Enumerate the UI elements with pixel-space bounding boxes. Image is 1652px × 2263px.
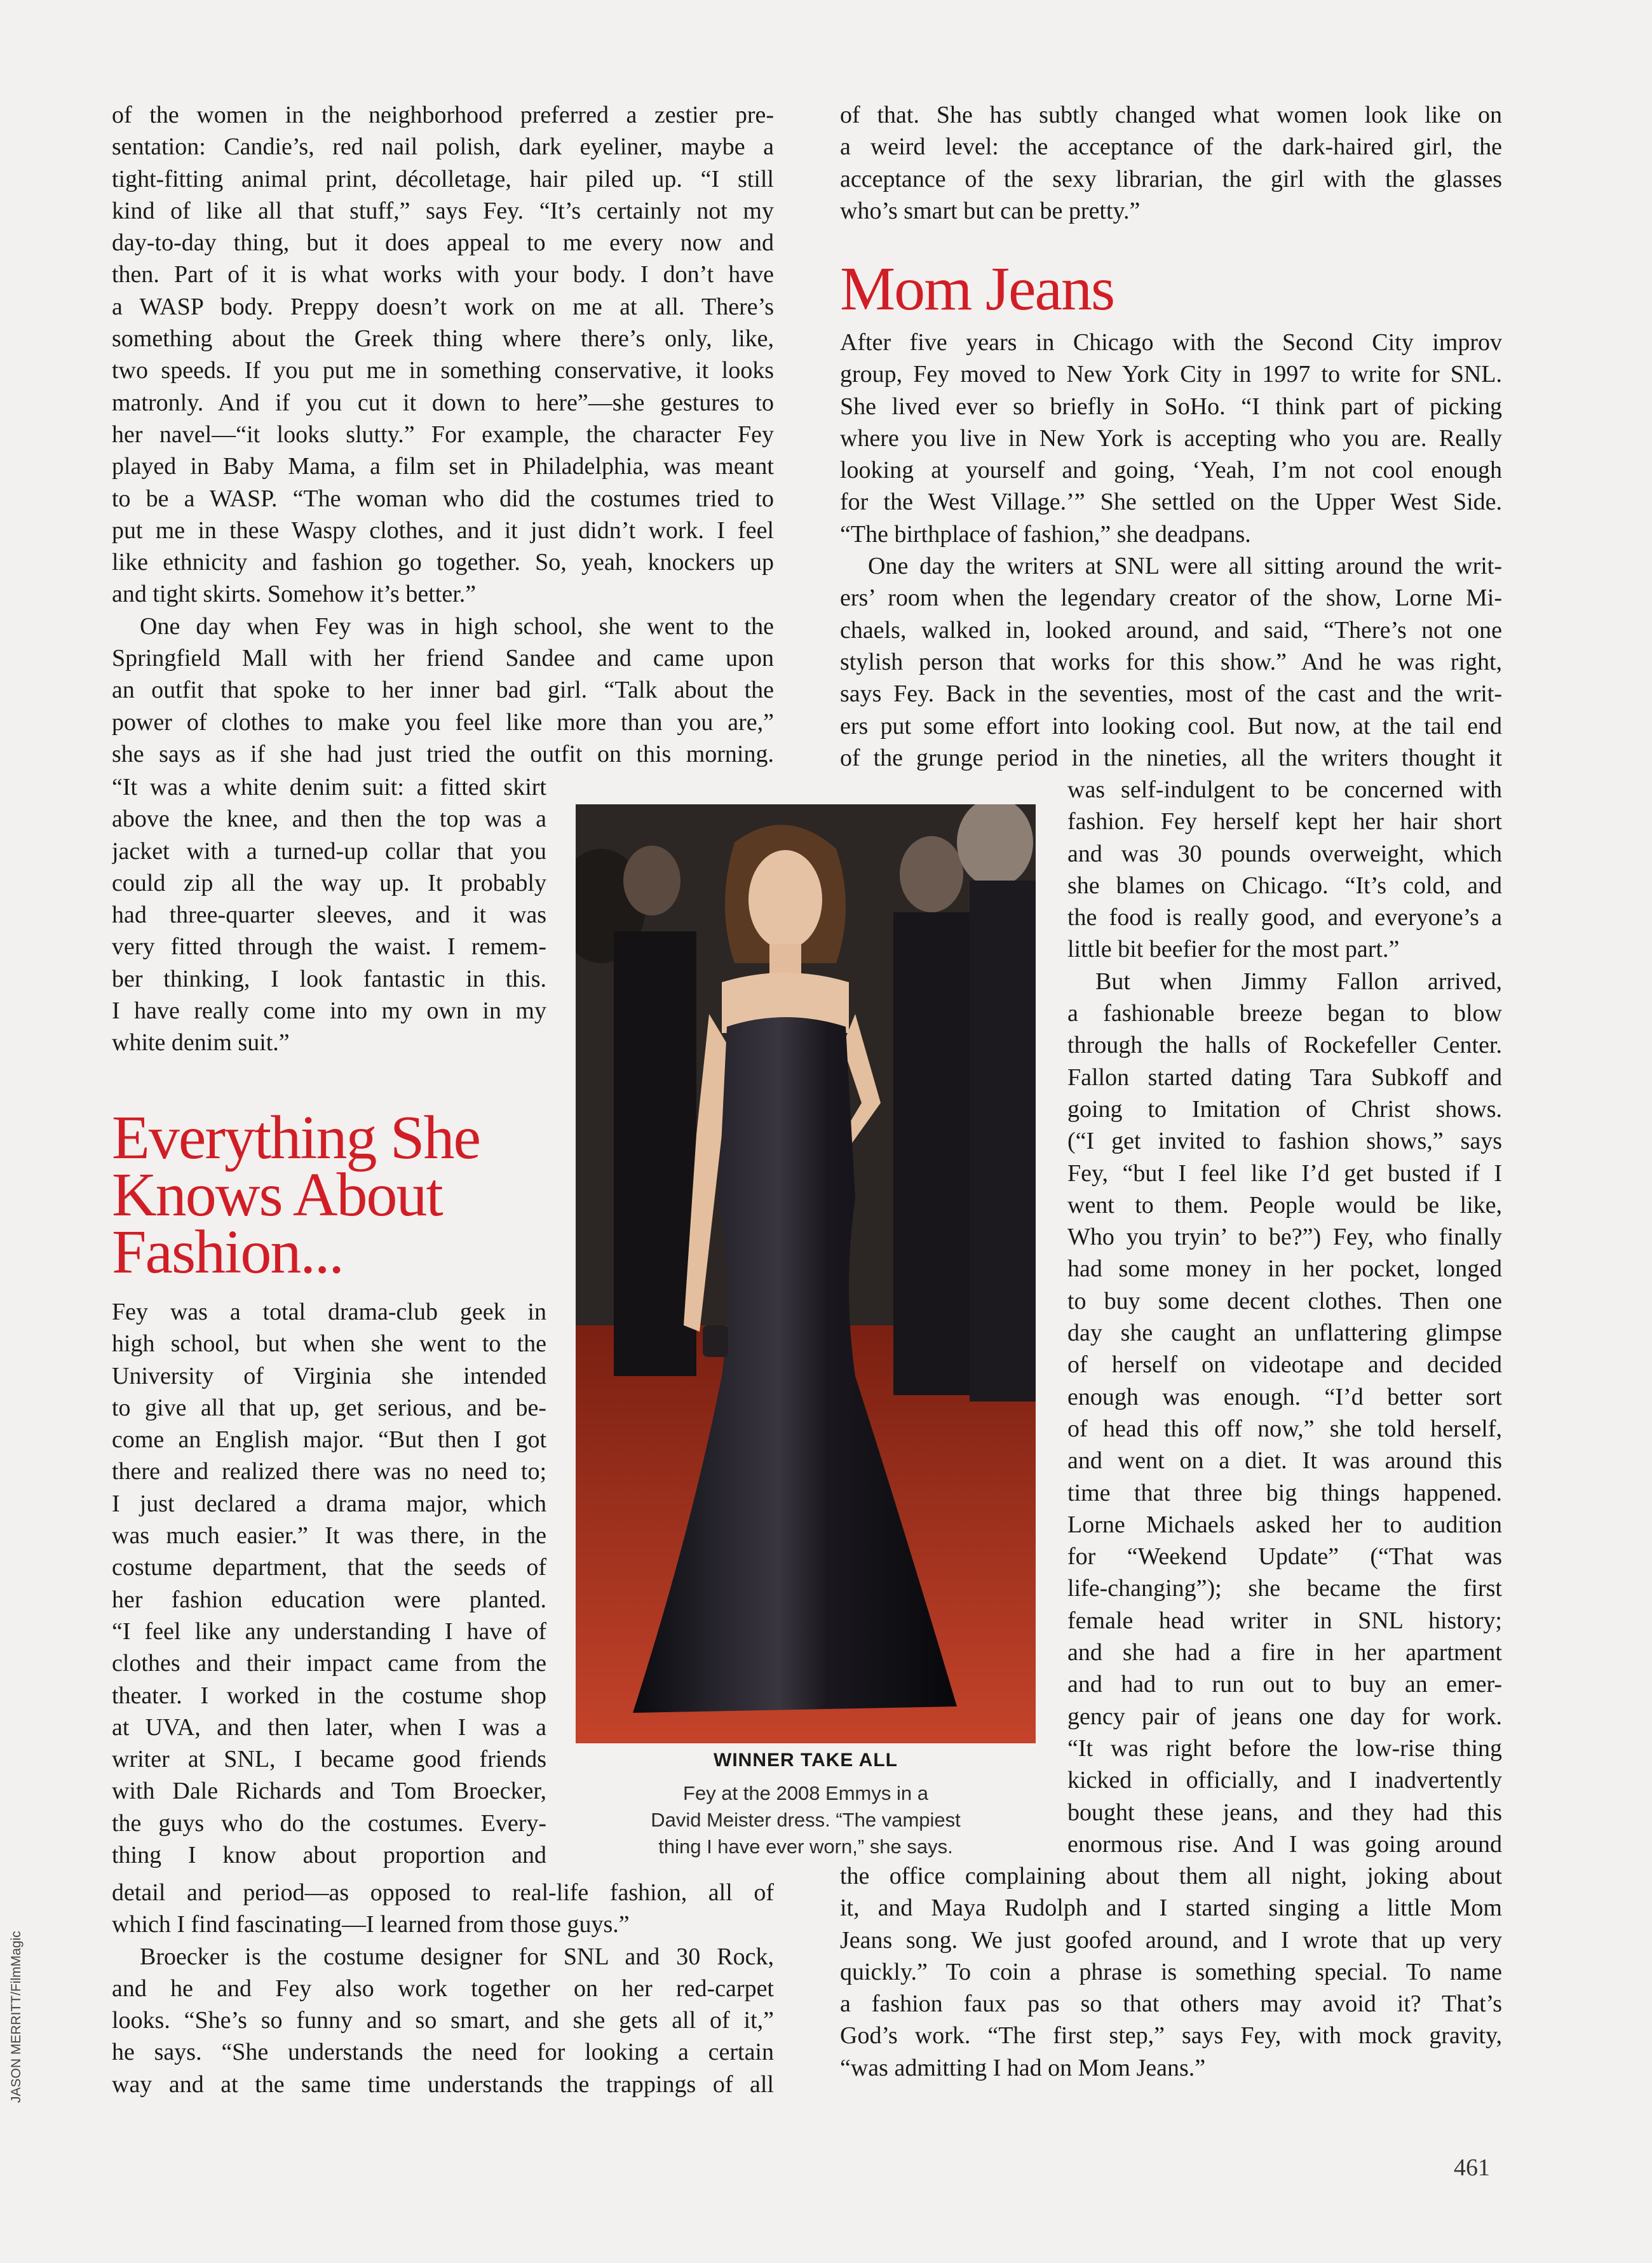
caption-line-3: thing I have ever worn,” she says. bbox=[658, 1835, 953, 1858]
text-line: One day when Fey was in high school, she went to the bbox=[140, 612, 774, 640]
text-line: a fashionable breeze began to blow bbox=[1067, 1000, 1502, 1027]
text-line: the food is really good, and everyone’s a bbox=[1067, 904, 1502, 931]
text-line: group, Fey moved to New York City in 1997 to write for SNL. bbox=[840, 361, 1502, 388]
text-line: of the women in the neighborhood preferred a zestier pre- bbox=[112, 102, 774, 128]
text-line: But when Jimmy Fallon arrived, bbox=[1095, 968, 1502, 995]
text-line: like ethnicity and fashion go together. So, yeah, knockers up bbox=[112, 549, 774, 576]
text-line: power of clothes to make you feel like more than you are,” bbox=[112, 708, 774, 736]
photo-credit: JASON MERRITT/FilmMagic bbox=[9, 1931, 24, 2103]
heading1-line-1: Everything She bbox=[112, 1104, 480, 1172]
caption-line-2: David Meister dress. “The vampiest bbox=[651, 1809, 961, 1831]
text-line: sentation: Candie’s, red nail polish, dark eyeliner, maybe a bbox=[112, 133, 774, 161]
text-line: kicked in officially, and I inadvertently bbox=[1067, 1767, 1502, 1794]
text-line: little bit beefier for the most part.” bbox=[1067, 936, 1400, 963]
text-line: the guys who do the costumes. Every- bbox=[112, 1809, 546, 1837]
text-line: acceptance of the sexy librarian, the girl with the glasses bbox=[840, 165, 1502, 193]
text-line: bought these jeans, and they had this bbox=[1067, 1799, 1502, 1826]
text-line: had three-quarter sleeves, and it was bbox=[112, 902, 546, 929]
text-line: there and realized there was no need to; bbox=[112, 1458, 546, 1485]
col1-narrow-b-text bbox=[112, 1296, 546, 1871]
text-line: I have really come into my own in my bbox=[112, 997, 546, 1025]
text-line: I just declared a drama major, which bbox=[112, 1490, 546, 1517]
text-line: Broecker is the costume designer for SNL and 30 Rock, bbox=[140, 1943, 774, 1970]
text-line: a weird level: the acceptance of the dark-haired girl, the bbox=[840, 133, 1502, 161]
text-line: life-changing”); she became the first bbox=[1067, 1575, 1502, 1602]
col2-bottom-text bbox=[840, 1860, 1502, 2084]
text-line: he says. “She understands the need for looking a certain bbox=[112, 2039, 774, 2066]
text-line: ers’ room when the legendary creator of the show, Lorne Mi- bbox=[840, 584, 1502, 612]
caption-line-1: Fey at the 2008 Emmys in a bbox=[683, 1782, 928, 1804]
text-line: fashion. Fey herself kept her hair short bbox=[1067, 808, 1502, 835]
text-line: “It was right before the low-rise thing bbox=[1067, 1734, 1502, 1762]
text-line: ber thinking, I look fantastic in this. bbox=[112, 965, 546, 992]
heading-everything-she-knows bbox=[112, 1104, 557, 1287]
text-line: to buy some decent clothes. Then one bbox=[1067, 1287, 1502, 1314]
text-line: University of Virginia she intended bbox=[112, 1362, 546, 1389]
text-line: of that. She has subtly changed what women look like on bbox=[840, 102, 1502, 128]
text-line: and was 30 pounds overweight, which bbox=[1067, 840, 1502, 867]
text-line: day-to-day thing, but it does appeal to me every now and bbox=[112, 229, 774, 257]
text-line: detail and period—as opposed to real-life fashion, all of bbox=[112, 1879, 774, 1906]
text-line: who’s smart but can be pretty.” bbox=[840, 197, 1141, 224]
text-line: to be a WASP. “The woman who did the costumes tried to bbox=[112, 485, 774, 512]
text-line: looking at yourself and going, ‘Yeah, I’m not cool enough bbox=[840, 457, 1502, 484]
text-line: of herself on videotape and decided bbox=[1067, 1351, 1502, 1379]
text-line: ers put some effort into looking cool. But now, at the tail end bbox=[840, 712, 1502, 740]
text-line: Fey was a total drama-club geek in bbox=[112, 1299, 546, 1325]
text-line: the office complaining about them all night, joking about bbox=[840, 1863, 1502, 1889]
text-line: high school, but when she went to the bbox=[112, 1330, 546, 1358]
photo-illustration bbox=[576, 804, 1036, 1743]
heading1-line-3: Fashion... bbox=[112, 1218, 343, 1287]
text-line: a fashion faux pas so that others may avoid it? That’s bbox=[840, 1990, 1502, 2018]
text-line: looks. “She’s so funny and so smart, and she gets all of it,” bbox=[112, 2007, 774, 2034]
text-line: a WASP body. Preppy doesn’t work on me at all. There’s bbox=[112, 293, 774, 320]
text-line: she says as if she had just tried the outfit on this morning. bbox=[112, 740, 774, 767]
text-line: played in Baby Mama, a film set in Philadelphia, was meant bbox=[112, 453, 774, 480]
text-line: going to Imitation of Christ shows. bbox=[1067, 1095, 1502, 1123]
text-line: thing I know about proportion and bbox=[112, 1842, 546, 1869]
text-line: “It was a white denim suit: a fitted skirt bbox=[112, 774, 546, 800]
text-line: had some money in her pocket, longed bbox=[1067, 1255, 1502, 1283]
text-line: says Fey. Back in the seventies, most of the cast and the writ- bbox=[840, 680, 1502, 708]
text-line: quickly.” To coin a phrase is something special. To name bbox=[840, 1958, 1502, 1985]
text-line: put me in these Waspy clothes, and it just didn’t work. I feel bbox=[112, 517, 774, 544]
text-line: she blames on Chicago. “It’s cold, and bbox=[1067, 872, 1502, 899]
text-line: and he and Fey also work together on her red-carpet bbox=[112, 1975, 774, 2002]
page-number: 461 bbox=[1454, 2154, 1490, 2181]
text-line: “The birthplace of fashion,” she deadpans. bbox=[840, 520, 1251, 548]
text-line: of the grunge period in the nineties, all the writers thought it bbox=[840, 744, 1502, 771]
text-line: and tight skirts. Somehow it’s better.” bbox=[112, 581, 477, 608]
text-line: could zip all the way up. It probably bbox=[112, 869, 546, 896]
text-line: enough was enough. “I’d better sort bbox=[1067, 1383, 1502, 1410]
text-line: very fitted through the waist. I remem- bbox=[112, 933, 546, 961]
text-line: theater. I worked in the costume shop bbox=[112, 1682, 546, 1709]
text-line: clothes and their impact came from the bbox=[112, 1650, 546, 1677]
col1-narrow-a-text bbox=[112, 771, 546, 1059]
text-line: Fallon started dating Tara Subkoff and bbox=[1067, 1064, 1502, 1091]
text-line: Springfield Mall with her friend Sandee and came upon bbox=[112, 645, 774, 672]
caption-title: WINNER TAKE ALL bbox=[714, 1750, 898, 1771]
text-line: was self-indulgent to be concerned with bbox=[1067, 776, 1502, 803]
text-line: of head this off now,” she told herself, bbox=[1067, 1415, 1502, 1442]
text-line: her fashion education were planted. bbox=[112, 1586, 546, 1613]
text-line: and went on a diet. It was around this bbox=[1067, 1447, 1502, 1475]
text-line: (“I get invited to fashion shows,” says bbox=[1067, 1128, 1502, 1155]
text-line: Fey, “but I feel like I’d get busted if I bbox=[1067, 1159, 1502, 1187]
text-line: and had to run out to buy an emer- bbox=[1067, 1671, 1502, 1698]
text-line: chaels, walked in, looked around, and said, “There’s not one bbox=[840, 616, 1502, 644]
col1-bottom-text bbox=[112, 1877, 774, 2100]
text-line: through the halls of Rockefeller Center. bbox=[1067, 1032, 1502, 1059]
text-line: stylish person that works for this show.” And he was right, bbox=[840, 648, 1502, 675]
text-line: One day the writers at SNL were all sitting around the writ- bbox=[868, 553, 1502, 580]
text-line: and she had a fire in her apartment bbox=[1067, 1639, 1502, 1666]
col2-top-text bbox=[840, 99, 1502, 227]
text-line: way and at the same time understands the trappings of all bbox=[112, 2070, 774, 2098]
text-line: for “Weekend Update” (“That was bbox=[1067, 1543, 1502, 1571]
text-line: then. Part of it is what works with your body. I don’t have bbox=[112, 261, 774, 288]
text-line: day she caught an unflattering glimpse bbox=[1067, 1320, 1502, 1347]
text-line: something about the Greek thing where there’s only, like, bbox=[112, 325, 774, 353]
text-line: went to them. People would be like, bbox=[1067, 1191, 1502, 1219]
caption-body bbox=[576, 1780, 1036, 1860]
text-line: “I feel like any understanding I have of bbox=[112, 1618, 546, 1645]
text-line: time that three big things happened. bbox=[1067, 1479, 1502, 1506]
text-line: female head writer in SNL history; bbox=[1067, 1607, 1502, 1634]
text-line: come an English major. “But then I got bbox=[112, 1426, 546, 1454]
text-line: where you live in New York is accepting who you are. Really bbox=[840, 424, 1502, 452]
text-line: “was admitting I had on Mom Jeans.” bbox=[840, 2054, 1206, 2081]
col2-narrow-text bbox=[1067, 774, 1502, 1860]
text-line: costume department, that the seeds of bbox=[112, 1554, 546, 1581]
photo-tina-fey-emmys bbox=[576, 804, 1036, 1743]
heading1-line-2: Knows About bbox=[112, 1161, 442, 1229]
text-line: tight-fitting animal print, décolletage, hair piled up. “I still bbox=[112, 165, 774, 193]
text-line: white denim suit.” bbox=[112, 1029, 290, 1057]
text-line: which I find fascinating—I learned from those guys.” bbox=[112, 1911, 630, 1938]
text-line: writer at SNL, I became good friends bbox=[112, 1746, 546, 1773]
text-line: two speeds. If you put me in something conservative, it looks bbox=[112, 357, 774, 384]
text-line: After five years in Chicago with the Second City improv bbox=[840, 329, 1502, 356]
text-line: Who you tryin’ to be?”) Fey, who finally bbox=[1067, 1224, 1502, 1251]
text-line: God’s work. “The first step,” says Fey, with mock gravity, bbox=[840, 2022, 1502, 2050]
text-line: above the knee, and then the top was a bbox=[112, 806, 546, 833]
text-line: for the West Village.’” She settled on the Upper West Side. bbox=[840, 489, 1502, 516]
text-line: at UVA, and then later, when I was a bbox=[112, 1713, 546, 1741]
text-line: Jeans song. We just goofed around, and I wrote that up very bbox=[840, 1926, 1502, 1954]
heading-mom-jeans: Mom Jeans bbox=[840, 255, 1114, 323]
text-line: it, and Maya Rudolph and I started singing a little Mom bbox=[840, 1895, 1502, 1922]
text-line: with Dale Richards and Tom Broecker, bbox=[112, 1778, 546, 1805]
text-line: matronly. And if you cut it down to here”—she gestures to bbox=[112, 389, 774, 416]
text-line: her navel—“it looks slutty.” For example, the character Fey bbox=[112, 421, 774, 448]
text-line: She lived ever so briefly in SoHo. “I think part of picking bbox=[840, 393, 1502, 420]
text-line: gency pair of jeans one day for work. bbox=[1067, 1703, 1502, 1730]
text-line: Lorne Michaels asked her to audition bbox=[1067, 1511, 1502, 1538]
text-line: was much easier.” It was there, in the bbox=[112, 1522, 546, 1550]
text-line: an outfit that spoke to her inner bad girl. “Talk about the bbox=[112, 677, 774, 704]
col1-top-text bbox=[112, 99, 774, 770]
text-line: to give all that up, get serious, and be- bbox=[112, 1394, 546, 1421]
text-line: kind of like all that stuff,” says Fey. “It’s certainly not my bbox=[112, 197, 774, 224]
col2-mid-text bbox=[840, 327, 1502, 774]
text-line: jacket with a turned-up collar that you bbox=[112, 837, 546, 865]
text-line: enormous rise. And I was going around bbox=[1067, 1830, 1502, 1858]
